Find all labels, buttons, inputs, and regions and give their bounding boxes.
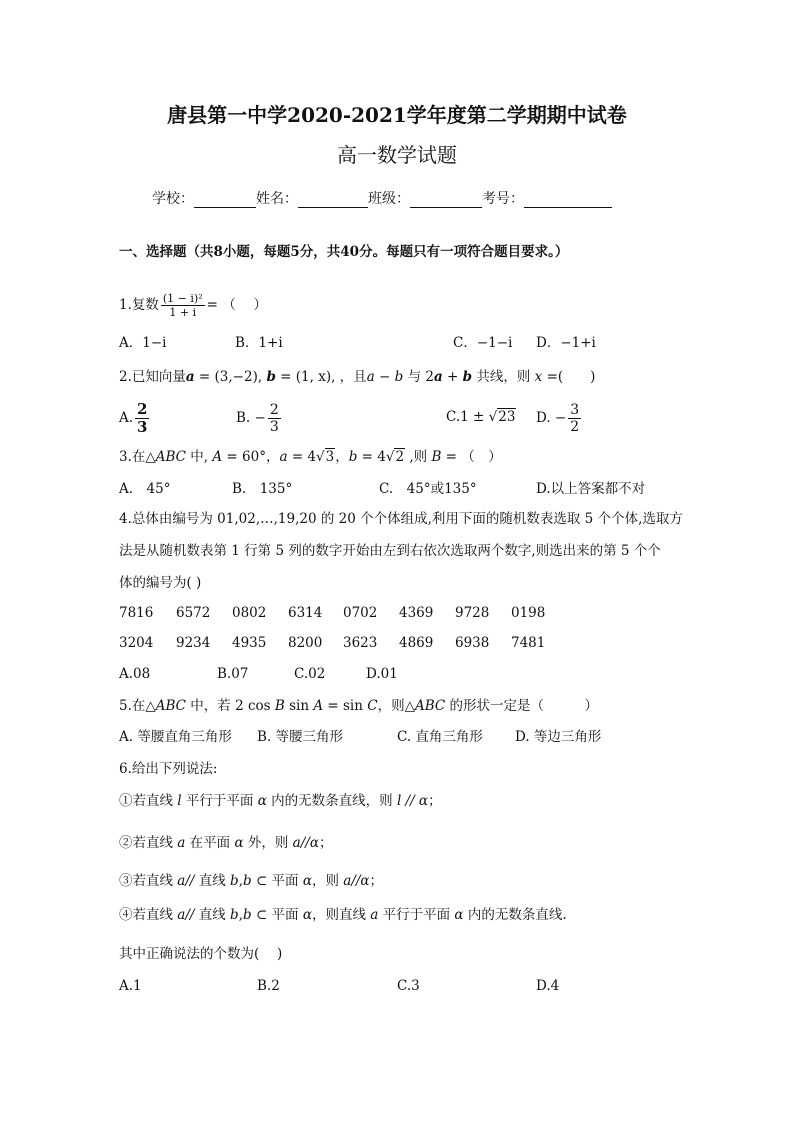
school-label: 学校： — [152, 191, 194, 207]
q1-option-a[interactable]: A．1−i — [119, 335, 167, 351]
table-cell: 6938 — [455, 635, 490, 651]
q5-option-d[interactable]: D. 等边三角形 — [515, 729, 602, 745]
exam-title: 唐县第一中学2020-2021学年度第二学期期中试卷 — [167, 103, 627, 127]
q6-option-b[interactable]: B.2 — [257, 978, 280, 994]
q3-option-b[interactable]: B. 135° — [232, 481, 293, 497]
table-cell: 3623 — [343, 635, 378, 651]
table-cell: 4935 — [232, 635, 267, 651]
exam-no-blank[interactable] — [524, 192, 612, 208]
table-cell: 9234 — [176, 635, 211, 651]
question-6-prompt: 其中正确说法的个数为( ) — [119, 946, 283, 962]
q2-option-b[interactable]: B. − $\frac{2}{3}$ — [236, 402, 279, 435]
name-blank[interactable] — [298, 192, 368, 208]
q6-statement-2: ②若直线 a 在平面 α 外，则 a//α； — [119, 835, 333, 851]
q2-option-a-fraction: $\frac{2}{3}$ — [137, 400, 148, 436]
q4-option-c[interactable]: C.02 — [294, 666, 326, 682]
q2-option-c[interactable]: C.1 ± √23 — [446, 409, 516, 425]
section-heading: 一、选择题（共8小题，每题5分，共40分。每题只有一项符合题目要求。） — [119, 244, 569, 260]
q6-statement-4: ④若直线 a// 直线 b,b ⊂ 平面 α，则直线 a 平行于平面 α 内的无数条直线. — [119, 907, 567, 923]
table-cell: 4869 — [399, 635, 434, 651]
question-5: 5.在△ABC 中，若 2 cos B sin A = sin C，则△ABC 的形状一定是（ ） — [119, 698, 599, 714]
class-label: 班级： — [368, 191, 410, 207]
question-4-line-2: 法是从随机数表第 1 行第 5 列的数字开始由左到右依次选取两个数字,则选出来的第 5 个个 — [119, 543, 661, 559]
q2-option-d[interactable]: D. − $\frac{3}{2}$ — [536, 402, 580, 435]
school-blank[interactable] — [194, 192, 256, 208]
name-label: 姓名： — [256, 191, 298, 207]
q1-option-d[interactable]: D．−1+i — [536, 335, 596, 351]
exam-no-label: 考号： — [482, 191, 524, 207]
student-info-row — [152, 190, 612, 208]
q3-option-d[interactable]: D.以上答案都不对 — [536, 481, 646, 497]
table-cell: 8200 — [288, 635, 323, 651]
table-cell: 7481 — [511, 635, 546, 651]
exam-subtitle: 高一数学试题 — [337, 143, 457, 167]
q2-option-a[interactable]: A. $\frac{2}{3}$ — [119, 400, 148, 436]
q5-option-a[interactable]: A. 等腰直角三角形 — [119, 729, 232, 745]
q6-statement-1: ①若直线 l 平行于平面 α 内的无数条直线，则 l // α； — [119, 793, 442, 809]
table-cell: 9728 — [455, 605, 490, 621]
q6-option-d[interactable]: D.4 — [536, 978, 560, 994]
q2-option-d-fraction: $\frac{3}{2}$ — [570, 402, 580, 435]
question-3: 3.在△ABC 中, A = 60°，a = 4√3，b = 4√2 ,则 B = （ ） — [119, 449, 502, 465]
table-cell: 3204 — [119, 635, 154, 651]
question-1: 1.复数 $\frac{\text{(1 − i)²}}{1 + i}$ = （ ） — [119, 292, 268, 319]
q5-option-b[interactable]: B. 等腰三角形 — [257, 729, 344, 745]
q4-option-d[interactable]: D.01 — [366, 666, 398, 682]
q4-option-b[interactable]: B.07 — [217, 666, 249, 682]
q2-option-b-fraction: $\frac{2}{3}$ — [269, 402, 279, 435]
table-cell: 6314 — [288, 605, 323, 621]
q1-option-b[interactable]: B．1+i — [235, 335, 283, 351]
q4-option-a[interactable]: A.08 — [119, 666, 151, 682]
q6-option-c[interactable]: C.3 — [397, 978, 420, 994]
q3-option-a[interactable]: A. 45° — [119, 481, 171, 497]
table-cell: 4369 — [399, 605, 434, 621]
table-cell: 6572 — [176, 605, 211, 621]
question-4-line-1: 4.总体由编号为 01,02,…,19,20 的 20 个个体组成,利用下面的随机数表选取 5 个个体,选取方 — [119, 511, 683, 527]
q6-option-a[interactable]: A.1 — [119, 978, 142, 994]
q3-option-c[interactable]: C. 45°或135° — [379, 481, 477, 497]
question-4-line-3: 体的编号为( ) — [119, 575, 202, 591]
question-2: 2.已知向量a = (3,−2), b = (1, x), ，且a − b 与 2a + b 共线，则 x =( ) — [119, 369, 596, 385]
class-blank[interactable] — [410, 192, 482, 208]
q1-fraction: $\frac{\text{(1 − i)²}}{1 + i}$ — [162, 292, 203, 319]
q1-option-c[interactable]: C．−1−i — [453, 335, 513, 351]
table-cell: 0198 — [511, 605, 546, 621]
question-6-intro: 6.给出下列说法: — [119, 761, 218, 777]
table-cell: 7816 — [119, 605, 154, 621]
q5-option-c[interactable]: C. 直角三角形 — [397, 729, 483, 745]
table-cell: 0702 — [343, 605, 378, 621]
q6-statement-3: ③若直线 a// 直线 b,b ⊂ 平面 α，则 a//α； — [119, 873, 384, 889]
table-cell: 0802 — [232, 605, 267, 621]
